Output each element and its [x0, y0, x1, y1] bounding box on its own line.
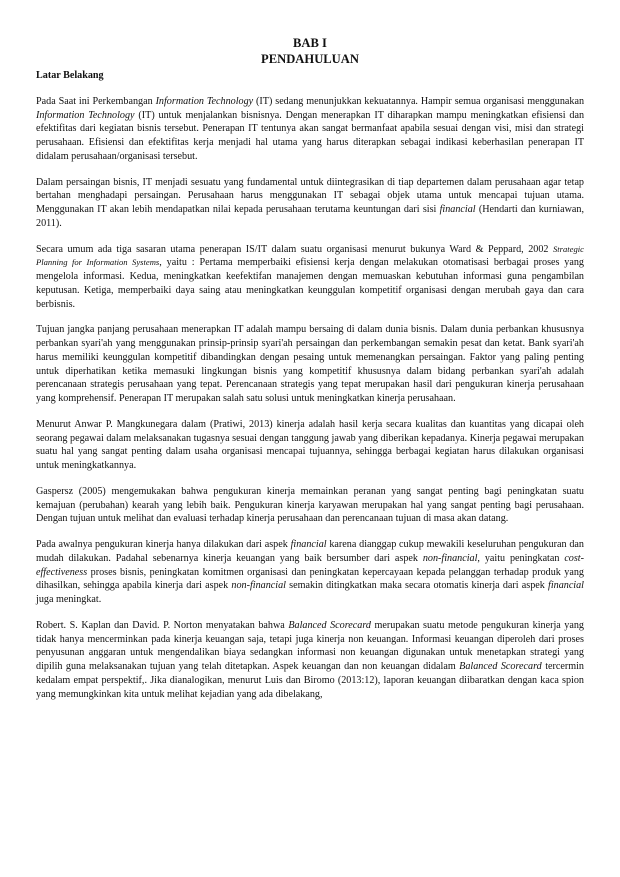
- body-paragraph: [36, 485, 584, 526]
- text-run: Tujuan jangka panjang perusahaan menerapkan IT adalah mampu bersaing di dalam dunia bisnis. Dalam dunia perbankan khususnya perbankan syari'ah yang menggunakan prinsip-prinsip syari'ah persaingan dan perkembangan semakin pesat dan ketat. Bank syari'ah harus memiliki keunggulan kompetitif dibandingkan dengan pesaing untuk memenangkan persaingan. Faktor yang paling penting untuk diperhatikan ketika memasuki lingkungan bisnis yang kompetitif khususnya dalam bidang perbankan syari'ah adalah perencanaan strategis perusahaan yang tepat. Perencanaan strategis yang tepat merupakan hasil dari pengukuran kinerja perusahaan yang komprehensif. Penerapan IT merupakan salah satu solusi untuk meningkatkan kinerja perusahaan.: [36, 324, 584, 404]
- body-paragraph: [36, 243, 584, 312]
- text-run: proses bisnis, peningkatan komitmen organisasi dan peningkatan kepercayaan kepada pelanggan terhadap produk yang dihasilkan, sehingga apabila kinerja dari aspek: [36, 566, 584, 592]
- body-paragraph: [36, 538, 584, 607]
- italic-term: Balanced Scorecard: [288, 619, 371, 631]
- italic-term: Information Technology: [36, 109, 135, 121]
- text-run: Secara umum ada tiga sasaran utama penerapan IS/IT dalam suatu organisasi menurut bukunya Ward & Peppard, 2002: [36, 243, 553, 255]
- text-run: Dalam persaingan bisnis, IT menjadi sesuatu yang fundamental untuk diintegrasikan di tiap departemen dalam perusahaan agar tetap bertahan menghadapi persaingan. Perusahaan harus menggunakan IT sebagai objek utama untuk mencapai tujuan utama. Menggunakan IT akan lebih mendapatkan nilai kepada perusahaan terutama keuntungan dari sisi: [36, 176, 584, 215]
- text-run: karena dianggap cukup mewakili keseluruhan pengukuran dan mudah dilakukan. Padahal sebenarnya kinerja keuangan yang baik bersumber dari aspek: [36, 539, 584, 564]
- text-run: Gaspersz (2005) mengemukakan bahwa pengukuran kinerja memainkan peranan yang sangat penting bagi peningkatan suatu kemajuan (perubahan) kearah yang lebih baik. Pengukuran kinerja karyawan merupakan hal yang sangat penting bagi perusahaan. Dengan tujuan untuk melihat dan evaluasi terhadap kinerja perusahaan dan perencanaan tujuan di masa akan datang.: [36, 485, 584, 525]
- italic-term: Balanced Scorecard: [459, 661, 542, 672]
- section-title: Latar Belakang: [36, 70, 104, 81]
- text-run: tercermin kedalam empat perspektif,. Jika dianalogikan, menurut Luis dan Biromo (2013:12), laporan keuangan diibaratkan dengan kaca spion yang memungkinkan kita untuk melihat kejadian yang ada dibelakang,: [36, 661, 584, 700]
- text-run: Pada awalnya pengukuran kinerja hanya dilakukan dari aspek: [36, 539, 291, 550]
- text-run: Menurut Anwar P. Mangkunegara dalam (Pratiwi, 2013) kinerja adalah hasil kerja secara kualitas dan kuantitas yang dicapai oleh seorang pegawai dalam melaksanakan tugasnya sesuai dengan tanggung jawab yang diberikan kepadanya. Kinerja pegawai merupakan suatu hal yang sangat penting dalam usaha organisasi mencapai tujuannya, sehingga berbagai kegiatan harus dilakukan organisasi untuk meningkatkannya.: [36, 418, 584, 471]
- text-run: , yaitu peningkatan: [477, 552, 565, 564]
- paragraph-list: [36, 95, 584, 702]
- italic-term: financial: [548, 580, 584, 592]
- italic-term: cost-effectiveness: [36, 552, 584, 578]
- body-paragraph: [36, 418, 584, 473]
- text-run: semakin ditingkatkan maka secara otomatis kinerja dari aspek: [285, 580, 548, 592]
- italic-term: Strategic Planning for Information Systems: [36, 243, 584, 268]
- text-run: Robert. S. Kaplan dan David. P. Norton menyatakan bahwa: [36, 619, 289, 631]
- italic-term: financial: [439, 204, 476, 215]
- body-paragraph: [36, 619, 584, 702]
- document-body: [36, 35, 584, 713]
- text-run: (Hendarti dan kurniawan, 2011).: [36, 204, 584, 229]
- text-run: Pada Saat ini Perkembangan: [36, 95, 156, 107]
- italic-term: non-financial: [422, 552, 478, 564]
- text-run: merupakan suatu metode pengukuran kinerja yang tidak hanya mencerminkan pada kinerja keuangan saja, tetapi juga kinerja non keuangan. Informasi keuangan diperoleh dari proses penyusunan anggaran untuk mengendalikan biaya sedangkan informasi non keuangan digunakan untuk menetapkan strategi yang dipilih guna melaksanakan tujuan yang telah ditetapkan. Aspek keuangan dan non keuangan didalam: [36, 619, 584, 672]
- text-run: , yaitu : Pertama memperbaiki efisiensi kerja dengan melakukan otomatisasi berbagai proses yang mengelola informasi. Kedua, meningkatkan keefektifan manajemen dengan memuaskan kebutuhan informasi guna pengambilan keputusan. Ketiga, memperbaiki daya saing atau meningkatkan keunggulan kompetitif organisasi dengan merubah gaya dan cara berbisnis.: [36, 257, 584, 310]
- body-paragraph: [36, 323, 584, 406]
- text-run: (IT) sedang menunjukkan kekuatannya. Hampir semua organisasi menggunakan: [253, 95, 585, 107]
- italic-term: non-financial: [231, 580, 286, 592]
- italic-term: Information Technology: [155, 95, 254, 107]
- text-run: (IT) untuk menjalankan bisnisnya. Dengan menerapkan IT diharapkan mampu meningkatkan efisiensi dan efektifitas dari kegiatan bisnis tersebut. Penerapan IT tentunya akan sangat bermanfaat apabila sesuai dengan visi, misi dan strategi perusahaan. Efisiensi dan efektifitas kerja menjadi hal utama yang harus diterapkan sebagai indikasi keberhasilan penerapan IT didalam perusahaan/organisasi tersebut.: [36, 109, 585, 162]
- body-paragraph: [36, 95, 584, 164]
- chapter-title: PENDAHULUAN: [261, 52, 359, 66]
- body-paragraph: [36, 176, 584, 231]
- chapter-number: BAB I: [293, 36, 327, 50]
- text-run: juga meningkat.: [36, 594, 102, 605]
- italic-term: financial: [290, 539, 327, 550]
